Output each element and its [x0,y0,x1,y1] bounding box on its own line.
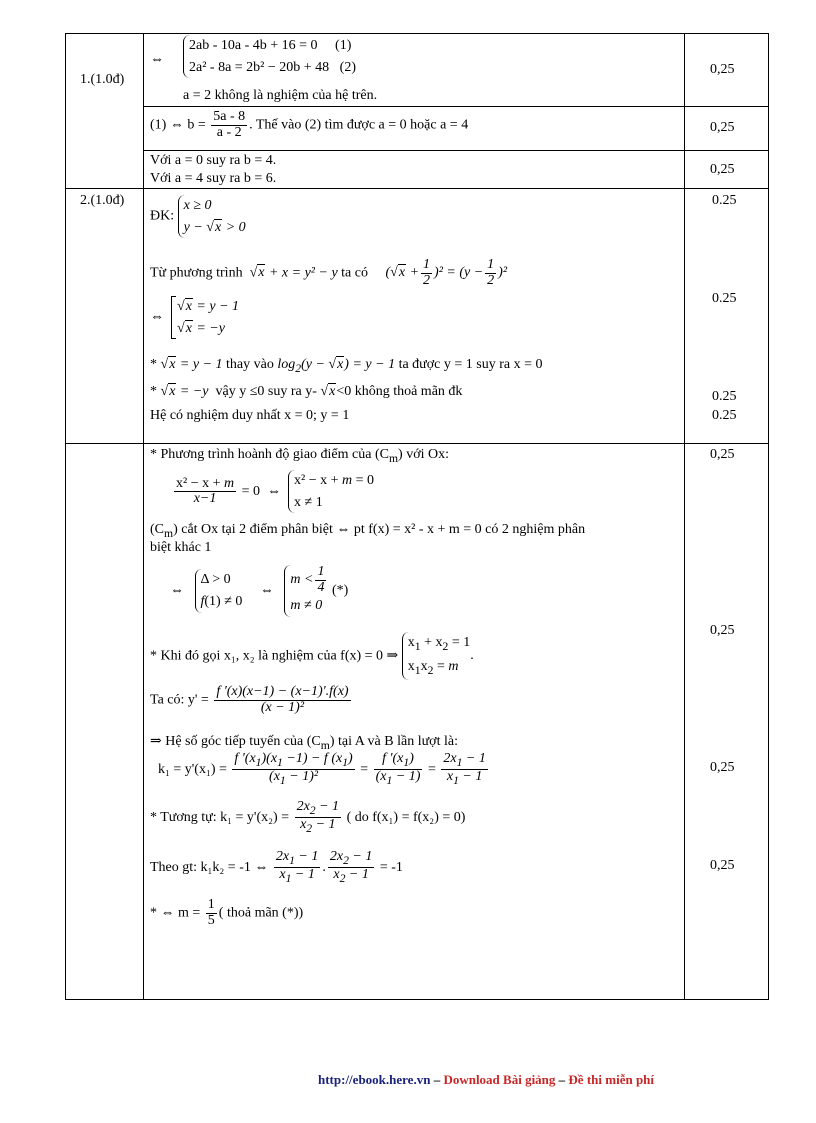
q3-derivative: Ta có: y' = $\frac{f '(x)(x-1) - (x-1)'.f(x)}{\text{(x − 1)²}}$ [150,684,349,715]
k1-label: k₁ = y'(x₁) = [158,761,227,777]
hs-a: ⇒ Hệ số góc tiếp tuyến của (C [150,734,321,749]
score: 0.25 [712,389,737,404]
row-divider [65,443,769,444]
q3-product: Theo gt: k₁k₂ = -1 ⇔ $\frac{2x_1 - 1}{x_1 - 1}$ . $\frac{2x_2 - 1}{x_2 - 1}$ = -1 [150,849,403,885]
q2-conclusion: Hệ có nghiệm duy nhất x = 0; y = 1 [150,408,350,423]
score: 0,25 [710,447,735,462]
footer-dash-2: – [555,1072,569,1087]
q3-delta: ⇔ Δ > 0 f(1) ≠ 0 ⇔ m < $\frac{1}{4}$ m ≠ 0 (*) [170,565,348,617]
case1-end: ta được y = 1 suy ra x = 0 [398,357,543,372]
score: 0,25 [710,858,735,873]
taco3: Ta có: y' = [150,692,209,708]
tuong-tu-end: ( do f(x₁) = f(x₂) = 0) [346,809,466,825]
q3-condition: $(C_m)$ cắt Ox tại 2 điểm phân biệt ⇔ pt f(x) = x² - x + m = 0 có 2 nghiệm phân [150,522,586,540]
score: 0,25 [710,62,735,77]
footer-url[interactable]: http://ebook.here.vn [318,1072,431,1087]
dk-label: ĐK: [150,208,175,224]
table-col-divider-1 [143,33,144,1000]
footer-dash: – [430,1072,444,1087]
footer-free[interactable]: Đề thi miễn phí [568,1072,655,1087]
eq2: 2a² - 8a = 2b² − 20b + 48 [189,59,330,75]
question-label: 1.(1.0đ) [80,72,125,87]
q2-dk: ĐK: x ≥ 0 y − √x > 0 [150,195,246,238]
q3-intro: * Phương trình hoành độ giao điểm của $(C_m)$ với Ox: [150,447,450,465]
case2-text: vậy y ≤0 suy ra y- [215,384,317,399]
row-divider [65,188,769,189]
final-b: ( thoả mãn (*)) [218,905,304,921]
theo-label: Theo gt: k₁k₂ = -1 ⇔ [150,859,269,875]
score: 0,25 [710,760,735,775]
final-a: * ⇔ m = [150,905,201,921]
taco-label: ta có [341,265,368,281]
q3-equation: $\frac{\text{x² − x + m}}{x-1}$ = 0 ⇔ x² − x + m = 0 x ≠ 1 [172,470,374,513]
star-label: (*) [331,583,349,599]
q2-case-2: * √x = −y vậy y ≤0 suy ra y- √x<0 không thoả mãn đk [150,384,463,399]
case2-end: <0 không thoả mãn đk [336,384,463,399]
row-divider [143,106,769,107]
table-col-divider-2 [684,33,685,1000]
q1-result-1: Với a = 0 suy ra b = 4. [150,153,277,168]
step-rest: . Thế vào (2) tìm được a = 0 hoặc a = 4 [249,117,469,133]
hs-b: ) tại A và B lần lượt là: [329,734,458,749]
score: 0.25 [712,193,737,208]
q2-cases: ⇔ √x = y − 1 √x = −y [150,296,239,339]
footer [318,1072,654,1088]
tuong-tu: * Tương tự: k₁ = y'(x₂) = [150,809,290,825]
q3-final: * ⇔ m = $\frac{1}{5}$ ( thoả mãn (*)) [150,897,304,928]
score: 0.25 [712,408,737,423]
cond-a: (C [150,522,164,537]
intro-end: ) với Ox: [398,447,450,462]
from-label: Từ phương trình [150,265,243,281]
q1-step [150,110,468,140]
q3-k1: k₁ = y'(x₁) = $\frac{f '(x_1)(x_1 -1) - f (x_1)}{(x_1 - 1)^2}$ = $\frac{f '(x_1)}{(x_1 - 1)}$ = $\frac{2x_1 - 1}{x_1 - 1}$ [158,751,486,787]
score: 0.25 [712,291,737,306]
q3-vieta: * Khi đó gọi x₁, x₂ là nghiệm của f(x) = 0 ⇒ $x_1 + x_2 = 1$ $x_1x_2 = m$. [150,632,474,680]
table-border-top [65,33,769,34]
equivalence-symbol: ⇔ [150,52,164,67]
table-border-right [768,33,769,1000]
eq2-tag: (2) [339,59,356,75]
q1-result-2: Với a = 4 suy ra b = 6. [150,171,277,186]
step-label: (1) ⇔ b = [150,117,206,133]
cond-b: ) cắt Ox tại 2 điểm phân biệt ⇔ pt f(x) = x² - x + m = 0 có 2 nghiệm phân [173,522,586,537]
score: 0,25 [710,162,735,177]
table-border-bottom [65,999,769,1000]
score: 0,25 [710,623,735,638]
theo-end: = -1 [379,859,403,875]
row-divider [143,150,769,151]
fraction-den: a - 2 [216,124,242,140]
question-label: 2.(1.0đ) [80,193,125,208]
fraction-num: 5a - 8 [213,109,246,124]
table-border-left [65,33,66,1000]
q2-from: Từ phương trình √x + x = y² − y ta có (√x + $\frac{1}{2}$ )² = (y − $\frac{1}{2}$ )² [150,257,508,288]
intro-text: * Phương trình hoành độ giao điểm của (C [150,447,389,462]
q3-k2: * Tương tự: k₁ = y'(x₂) = $\frac{2x_2 - 1}{x_2 - 1}$ ( do f(x₁) = f(x₂) = 0) [150,799,466,835]
case1-text: thay vào [226,357,274,372]
footer-download[interactable]: Download Bài giảng [443,1072,556,1087]
q2-case-1: * √x = y − 1 thay vào $\log_2(y - √x) = y - 1$ ta được y = 1 suy ra x = 0 [150,357,543,375]
q3-slope-intro: ⇒ Hệ số góc tiếp tuyến của $(C_m)$ tại A và B lần lượt là: [150,734,458,752]
q3-condition-2: biệt khác 1 [150,540,212,555]
eq1-tag: (1) [335,38,352,53]
vieta-text: * Khi đó gọi x₁, x₂ là nghiệm của f(x) = 0 ⇒ [150,648,399,664]
q1-note: a = 2 không là nghiệm của hệ trên. [183,88,378,103]
score: 0,25 [710,120,735,135]
eq1: 2ab - 10a - 4b + 16 = 0 [189,38,318,53]
system-q1 [183,35,356,78]
